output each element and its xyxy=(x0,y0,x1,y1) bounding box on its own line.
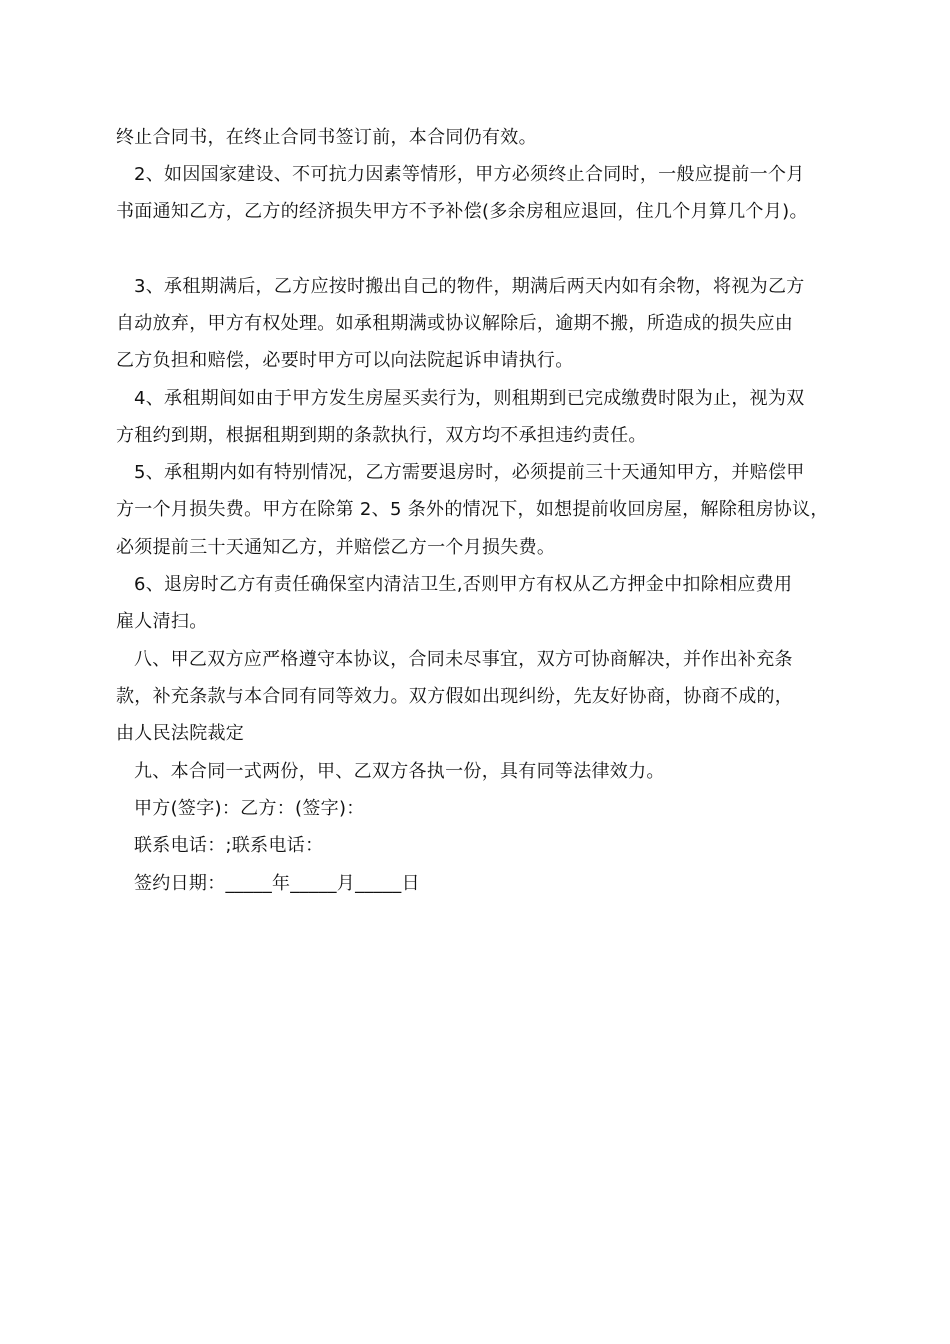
text-line: 乙方负担和赔偿，必要时甲方可以向法院起诉申请执行。 xyxy=(116,350,574,371)
text-line: 八、甲乙双方应严格遵守本协议，合同未尽事宜，双方可协商解决，并作出补充条 xyxy=(134,649,793,670)
text-line: 4、承租期间如由于甲方发生房屋买卖行为，则租期到已完成缴费时限为止，视为双 xyxy=(134,388,805,409)
text-line: 九、本合同一式两份，甲、乙双方各执一份，具有同等法律效力。 xyxy=(134,761,665,782)
signature-line: 甲方(签字)：乙方：(签字)： xyxy=(134,798,365,819)
text-line: 款，补充条款与本合同有同等效力。双方假如出现纠纷，先友好协商，协商不成的， xyxy=(116,686,794,707)
text-line: 自动放弃，甲方有权处理。如承租期满或协议解除后，逾期不搬，所造成的损失应由 xyxy=(116,313,794,334)
text-line: 必须提前三十天通知乙方，并赔偿乙方一个月损失费。 xyxy=(116,537,556,558)
contact-line: 联系电话：;联系电话： xyxy=(134,835,324,856)
date-line: 签约日期：_____年_____月_____日 xyxy=(134,873,420,894)
text-line: 书面通知乙方，乙方的经济损失甲方不予补偿(多余房租应退回，住几个月算几个月)。 xyxy=(116,201,808,222)
text-line: 终止合同书，在终止合同书签订前，本合同仍有效。 xyxy=(116,127,537,148)
text-line: 方租约到期，根据租期到期的条款执行，双方均不承担违约责任。 xyxy=(116,425,647,446)
text-line: 方一个月损失费。甲方在除第 2、5 条外的情况下，如想提前收回房屋，解除租房协议， xyxy=(116,499,829,520)
text-line: 3、承租期满后，乙方应按时搬出自己的物件，期满后两天内如有余物，将视为乙方 xyxy=(134,276,805,297)
text-line: 2、如因国家建设、不可抗力因素等情形，甲方必须终止合同时，一般应提前一个月 xyxy=(134,164,805,185)
text-line: 由人民法院裁定 xyxy=(116,723,245,744)
text-line: 5、承租期内如有特别情况，乙方需要退房时，必须提前三十天通知甲方，并赔偿甲 xyxy=(134,462,805,483)
text-line: 雇人清扫。 xyxy=(116,611,208,632)
text-line: 6、退房时乙方有责任确保室内清洁卫生,否则甲方有权从乙方押金中扣除相应费用 xyxy=(134,574,793,595)
